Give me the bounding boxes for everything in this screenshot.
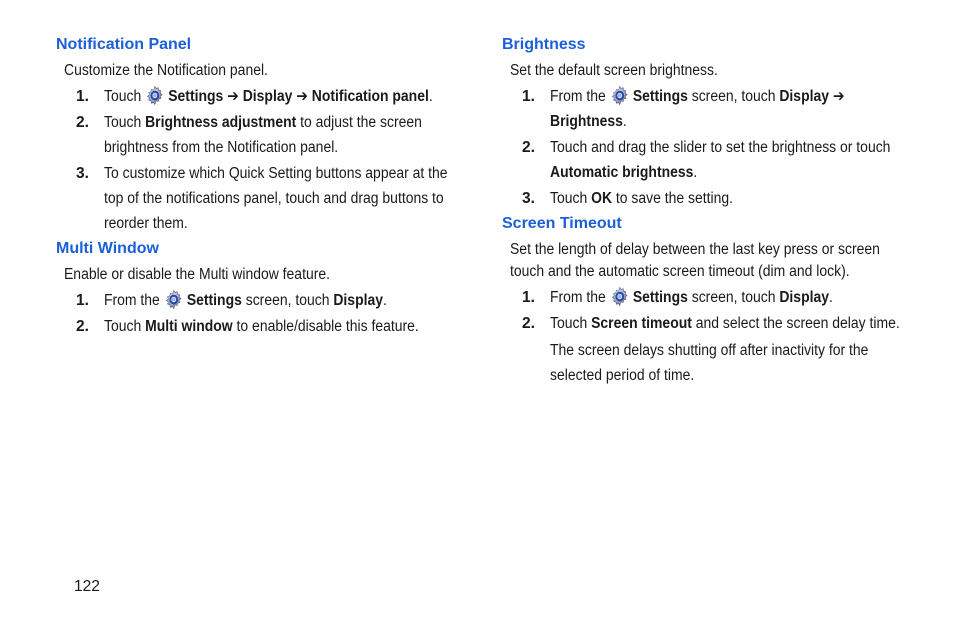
- step-text-pre: From the: [550, 88, 606, 105]
- screen-timeout-step-1: [502, 285, 922, 310]
- brightness-step-2: [502, 135, 922, 185]
- step-number: 2.: [76, 318, 89, 335]
- arrow-glyph: ➔: [223, 88, 243, 105]
- screen-timeout-intro: Set the length of delay between the last key press or screen touch and the automatic screen timeout (dim and lock).: [510, 241, 880, 280]
- step-text-end: .: [622, 113, 627, 130]
- brightness-step-1: [502, 84, 922, 134]
- multi-window-step-2: [56, 314, 456, 339]
- settings-label: Settings: [186, 292, 242, 309]
- step-number: 2.: [522, 315, 535, 332]
- step-text: [550, 311, 919, 336]
- step-number: 1.: [76, 292, 89, 309]
- step-number: 1.: [76, 88, 89, 105]
- display-label: Display: [779, 88, 829, 105]
- multi-window-intro: Enable or disable the Multi window feature.: [64, 266, 330, 283]
- step-text: [104, 84, 464, 109]
- step-text-end: .: [382, 292, 387, 309]
- display-label: Display: [779, 289, 829, 306]
- screen-timeout-heading: Screen Timeout: [502, 215, 622, 232]
- left-column: [56, 34, 456, 340]
- settings-gear-icon: [610, 85, 629, 106]
- notification-step-1: [56, 84, 456, 109]
- display-label: Display: [242, 88, 293, 105]
- notification-panel-label: Notification panel: [311, 88, 429, 105]
- automatic-brightness-label: Automatic brightness: [550, 164, 694, 181]
- multi-window-heading: Multi Window: [56, 240, 159, 257]
- step-text-mid: screen, touch: [687, 88, 780, 105]
- note-text: The screen delays shutting off after inactivity for the selected period of time.: [550, 342, 869, 384]
- screen-timeout-label: Screen timeout: [591, 315, 692, 332]
- step-text: [104, 288, 464, 313]
- settings-gear-icon: [146, 85, 165, 106]
- notification-step-3: [56, 161, 456, 236]
- notification-step-2: [56, 110, 456, 160]
- step-text-end: .: [693, 164, 698, 181]
- step-text-end: .: [428, 88, 433, 105]
- arrow-glyph: ➔: [828, 88, 845, 105]
- display-label: Display: [333, 292, 383, 309]
- step-text-pre: Touch: [104, 318, 146, 335]
- step-number: 3.: [76, 165, 89, 182]
- settings-gear-icon: [164, 289, 183, 310]
- step-text: [104, 110, 464, 160]
- step-text-pre: Touch: [550, 315, 592, 332]
- screen-timeout-note: [502, 338, 922, 388]
- step-text: [550, 84, 919, 134]
- step-text-post: and select the screen delay time.: [691, 315, 900, 332]
- brightness-step-3: [502, 186, 922, 211]
- step-number: 3.: [522, 190, 535, 207]
- settings-label: Settings: [168, 88, 224, 105]
- step-text: [550, 186, 919, 211]
- brightness-adjustment-label: Brightness adjustment: [145, 114, 297, 131]
- page-number: 122: [74, 578, 100, 595]
- settings-gear-icon: [610, 286, 629, 307]
- right-column: [502, 34, 922, 388]
- step-text-post: to save the setting.: [612, 190, 734, 207]
- step-text: [550, 135, 919, 185]
- step-text-mid: screen, touch: [687, 289, 780, 306]
- step-text-pre: Touch: [104, 114, 146, 131]
- brightness-label: Brightness: [550, 113, 623, 130]
- step-text: To customize which Quick Setting buttons appear at the top of the notifications panel, touch and drag buttons to reorder them.: [104, 165, 448, 232]
- step-text-end: .: [828, 289, 833, 306]
- notification-panel-intro: Customize the Notification panel.: [64, 62, 268, 79]
- step-text: [104, 314, 464, 339]
- step-number: 1.: [522, 88, 535, 105]
- screen-timeout-step-2: [502, 311, 922, 336]
- step-text-pre: From the: [550, 289, 606, 306]
- notification-panel-heading: Notification Panel: [56, 36, 192, 53]
- step-text-pre: Touch and drag the slider to set the brightness or touch: [550, 139, 891, 156]
- step-number: 2.: [522, 139, 535, 156]
- step-text-pre: Touch: [104, 88, 142, 105]
- step-text-post: to enable/disable this feature.: [232, 318, 419, 335]
- step-text-pre: From the: [104, 292, 160, 309]
- multi-window-label: Multi window: [145, 318, 233, 335]
- ok-label: OK: [591, 190, 613, 207]
- step-number: 2.: [76, 114, 89, 131]
- brightness-heading: Brightness: [502, 36, 586, 53]
- step-text-post: to adjust the screen brightness from the Notification panel.: [104, 114, 422, 156]
- settings-label: Settings: [632, 88, 688, 105]
- settings-label: Settings: [632, 289, 688, 306]
- multi-window-step-1: [56, 288, 456, 313]
- step-text-mid: screen, touch: [241, 292, 334, 309]
- arrow-glyph: ➔: [292, 88, 312, 105]
- step-number: 1.: [522, 289, 535, 306]
- step-text: [550, 285, 919, 310]
- brightness-intro: Set the default screen brightness.: [510, 62, 718, 79]
- step-text-pre: Touch: [550, 190, 592, 207]
